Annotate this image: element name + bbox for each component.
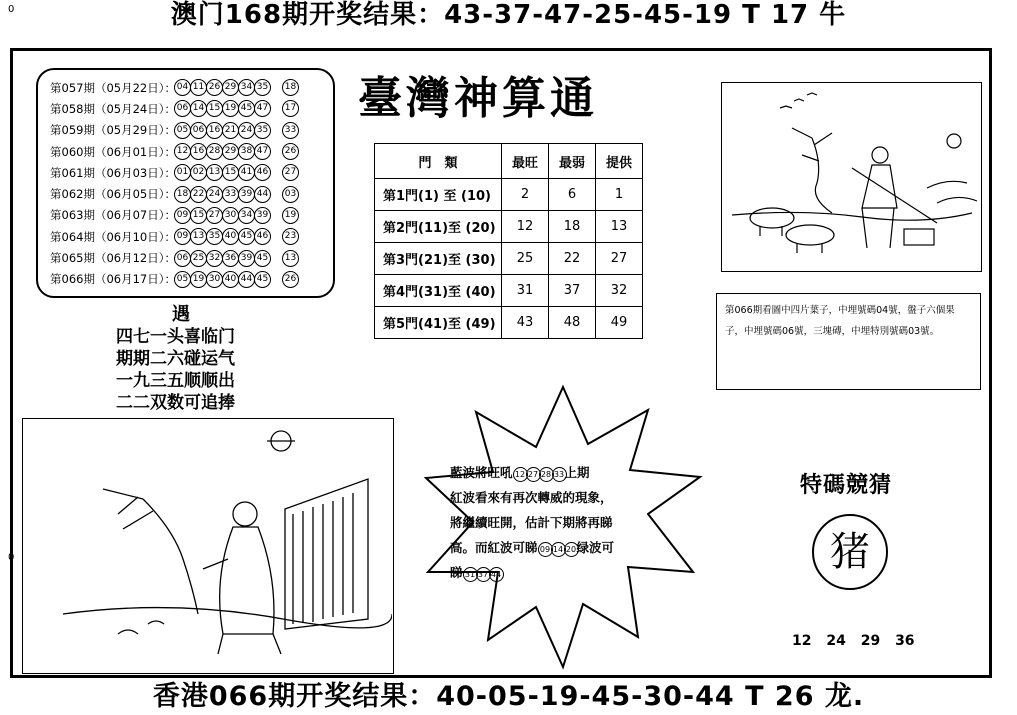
number-ball: 44: [238, 271, 255, 288]
table-cell: 27: [596, 243, 643, 275]
special-ball: 18: [282, 79, 299, 96]
table-cell: 32: [596, 275, 643, 307]
history-label: 第058期（05月24日）：: [50, 101, 176, 116]
bottom-result-banner: 香港066期开奖结果：40-05-19-45-30-44 T 26 龙.: [152, 681, 865, 712]
table-cell: 22: [549, 243, 596, 275]
history-label: 第059期（05月29日）：: [50, 123, 176, 138]
number-ball: 46: [254, 164, 271, 181]
history-label: 第062期（06月05日）：: [50, 187, 176, 202]
star-line-text: 藍波將旺吼: [450, 465, 513, 480]
table-cell: 2: [502, 179, 549, 211]
page-marker: 0: [8, 4, 15, 15]
row-label: 第1門(1) 至 (10): [375, 179, 502, 211]
number-ball: 39: [238, 250, 255, 267]
number-ball: 36: [222, 250, 239, 267]
star-line: [450, 535, 660, 560]
number-ball: 33: [552, 467, 567, 482]
page-title: 臺灣神算通: [358, 73, 598, 124]
number-ball: 39: [254, 207, 271, 224]
history-label: 第063期（06月07日）：: [50, 208, 176, 223]
zodiac-circle: 猪: [812, 514, 888, 590]
table-cell: 43: [502, 307, 549, 339]
number-ball: 16: [206, 122, 223, 139]
number-ball: 28: [539, 467, 554, 482]
table-row: [375, 211, 643, 243]
history-row: [50, 98, 327, 119]
number-ball: 14: [190, 100, 207, 117]
special-ball: 17: [282, 100, 299, 117]
special-ball: 23: [282, 228, 299, 245]
table-header: 最旺: [502, 144, 549, 179]
number-ball: 27: [526, 467, 541, 482]
number-ball: 21: [222, 122, 239, 139]
number-ball: 30: [206, 271, 223, 288]
farmer-pigs-illustration: [722, 83, 980, 270]
table-cell: 37: [549, 275, 596, 307]
number-ball: 12: [513, 467, 528, 482]
top-result-banner: 澳门168期开奖结果：43-37-47-25-45-19 T 17 牛: [170, 0, 847, 30]
number-ball: 26: [206, 79, 223, 96]
table-cell: 18: [549, 211, 596, 243]
number-ball: 06: [174, 100, 191, 117]
table-cell: 1: [596, 179, 643, 211]
history-label: 第064期（06月10日）：: [50, 229, 176, 244]
number-ball: 13: [206, 164, 223, 181]
number-ball: 35: [254, 79, 271, 96]
star-balls: [538, 540, 577, 555]
table-cell: 31: [502, 275, 549, 307]
scholar-illustration: [23, 419, 392, 672]
number-ball: 16: [190, 143, 207, 160]
star-line-text: 睇: [450, 565, 463, 580]
number-ball: 15: [222, 164, 239, 181]
history-row: [50, 77, 327, 98]
draw-history-box: [36, 68, 335, 298]
number-ball: 45: [254, 271, 271, 288]
number-ball: 33: [222, 186, 239, 203]
number-ball: 45: [238, 100, 255, 117]
history-row: [50, 269, 327, 290]
category-table-wrap: [374, 143, 643, 339]
history-label: 第060期（06月01日）：: [50, 144, 176, 159]
table-header: 提供: [596, 144, 643, 179]
history-row: [50, 162, 327, 183]
number-ball: 28: [206, 143, 223, 160]
special-ball: 27: [282, 164, 299, 181]
history-row: [50, 247, 327, 268]
history-row: [50, 141, 327, 162]
picture-scholar: [22, 418, 394, 674]
special-guess-heading: 特碼競猜: [800, 473, 893, 498]
number-ball: 35: [206, 228, 223, 245]
number-ball: 25: [190, 250, 207, 267]
number-ball: 12: [174, 143, 191, 160]
number-ball: 45: [254, 250, 271, 267]
history-label: 第057期（05月22日）：: [50, 80, 176, 95]
number-ball: 46: [254, 228, 271, 245]
number-ball: 02: [190, 164, 207, 181]
number-ball: 09: [538, 542, 553, 557]
number-ball: 29: [222, 143, 239, 160]
table-row: [375, 307, 643, 339]
table-cell: 6: [549, 179, 596, 211]
star-line: [450, 560, 660, 585]
number-ball: 09: [174, 207, 191, 224]
poem-line: 期期二六碰运气: [116, 349, 235, 369]
number-ball: 40: [222, 271, 239, 288]
table-cell: 25: [502, 243, 549, 275]
number-ball: 39: [238, 186, 255, 203]
row-label: 第4門(31)至 (40): [375, 275, 502, 307]
table-row: [375, 243, 643, 275]
row-label: 第3門(21)至 (30): [375, 243, 502, 275]
special-ball: 33: [282, 122, 299, 139]
star-line: 將繼續旺開，估計下期將再睇: [450, 515, 613, 530]
page-marker: 0: [8, 552, 15, 563]
star-line-text: 绿波可: [576, 540, 615, 555]
star-balls: [513, 465, 565, 480]
star-line: 紅波看來有再次轉威的現象，: [450, 490, 613, 505]
star-line-text: 上期: [564, 465, 590, 480]
history-row: [50, 205, 327, 226]
number-ball: 44: [489, 567, 504, 582]
history-row: [50, 120, 327, 141]
number-ball: 11: [190, 79, 207, 96]
table-header-row: [375, 144, 643, 179]
special-ball: 13: [282, 250, 299, 267]
number-ball: 15: [190, 207, 207, 224]
star-balls: [463, 565, 502, 580]
history-row: [50, 226, 327, 247]
table-cell: 12: [502, 211, 549, 243]
starburst-text: [450, 460, 660, 585]
number-ball: 24: [238, 122, 255, 139]
number-ball: 01: [174, 164, 191, 181]
number-ball: 44: [254, 186, 271, 203]
table-header: 最弱: [549, 144, 596, 179]
poem: [116, 326, 235, 414]
special-ball: 26: [282, 271, 299, 288]
number-ball: 09: [174, 228, 191, 245]
poem-heading: 遇: [172, 304, 190, 325]
table-cell: 48: [549, 307, 596, 339]
number-ball: 47: [254, 143, 271, 160]
number-ball: 38: [238, 143, 255, 160]
table-cell: 49: [596, 307, 643, 339]
star-line: [450, 460, 660, 485]
number-ball: 05: [174, 122, 191, 139]
number-ball: 06: [190, 122, 207, 139]
number-ball: 35: [254, 122, 271, 139]
number-ball: 14: [551, 542, 566, 557]
poem-line: 二二双数可追捧: [116, 393, 235, 413]
star-line-text: 高。而紅波可睇: [450, 540, 538, 555]
number-ball: 32: [206, 250, 223, 267]
table-header: 門 類: [375, 144, 502, 179]
number-ball: 45: [238, 228, 255, 245]
number-ball: 06: [174, 250, 191, 267]
row-label: 第5門(41)至 (49): [375, 307, 502, 339]
special-ball: 03: [282, 186, 299, 203]
history-label: 第061期（06月03日）：: [50, 165, 176, 180]
number-ball: 15: [206, 100, 223, 117]
number-ball: 31: [463, 567, 478, 582]
poem-line: 四七一头喜临门: [116, 327, 235, 347]
number-ball: 13: [190, 228, 207, 245]
number-ball: 41: [238, 164, 255, 181]
table-cell: 13: [596, 211, 643, 243]
number-ball: 34: [238, 79, 255, 96]
history-label: 第066期（06月17日）：: [50, 272, 176, 287]
special-ball: 19: [282, 207, 299, 224]
special-ball: 26: [282, 143, 299, 160]
number-ball: 40: [222, 228, 239, 245]
number-ball: 37: [476, 567, 491, 582]
number-ball: 05: [174, 271, 191, 288]
picture-note: 第066期看圖中四片葉子，中埋號碼04號，盤子六個果子，中埋號碼06號，三塊磚，中埋特別號碼03號。: [716, 293, 981, 390]
row-label: 第2門(11)至 (20): [375, 211, 502, 243]
special-guess-numbers: 12 24 29 36: [792, 633, 915, 649]
number-ball: 19: [190, 271, 207, 288]
table-row: [375, 179, 643, 211]
number-ball: 24: [206, 186, 223, 203]
number-ball: 04: [174, 79, 191, 96]
picture-farmer-pigs: [721, 82, 982, 272]
history-row: [50, 183, 327, 204]
number-ball: 19: [222, 100, 239, 117]
number-ball: 22: [190, 186, 207, 203]
number-ball: 29: [222, 79, 239, 96]
poem-line: 一九三五顺顺出: [116, 371, 235, 391]
number-ball: 18: [174, 186, 191, 203]
number-ball: 34: [238, 207, 255, 224]
table-row: [375, 275, 643, 307]
number-ball: 30: [222, 207, 239, 224]
history-label: 第065期（06月12日）：: [50, 251, 176, 266]
number-ball: 47: [254, 100, 271, 117]
number-ball: 20: [564, 542, 579, 557]
number-ball: 27: [206, 207, 223, 224]
category-table: [374, 143, 643, 339]
